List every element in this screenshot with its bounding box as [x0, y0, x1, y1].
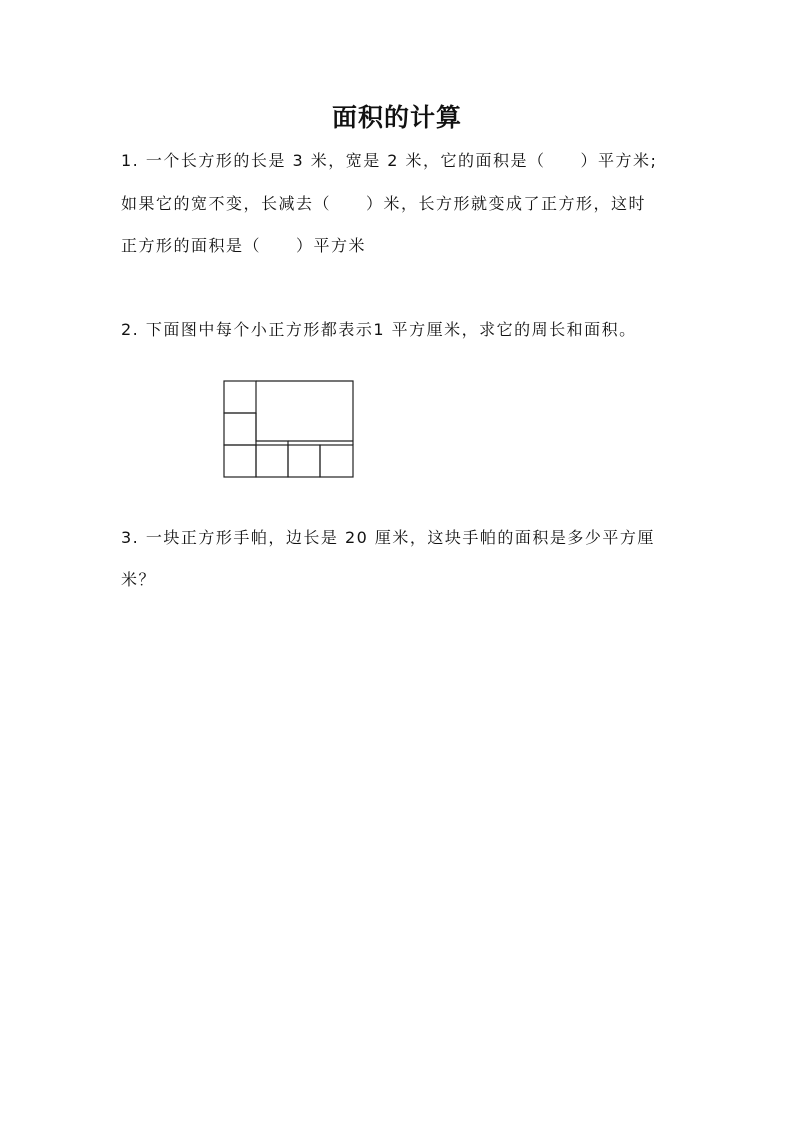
grid-figure: [222, 379, 356, 479]
question-1-line-1: 1. 一个长方形的长是 3 米，宽是 2 米，它的面积是（ ）平方米;: [121, 151, 658, 170]
grid-square: [320, 445, 353, 477]
large-rectangle: [256, 381, 353, 445]
grid-square: [224, 445, 256, 477]
question-2-line-1: 2. 下面图中每个小正方形都表示1 平方厘米，求它的周长和面积。: [121, 320, 637, 339]
question-3-line-2: 米？: [121, 570, 157, 589]
question-1-line-3: 正方形的面积是（ ）平方米: [121, 236, 367, 255]
grid-square: [288, 445, 320, 477]
large-rectangle-inner-edge: [256, 413, 288, 445]
grid-square: [224, 381, 256, 413]
grid-square: [256, 445, 288, 477]
question-1-line-2: 如果它的宽不变，长减去（ ）米，长方形就变成了正方形，这时: [121, 194, 647, 213]
page-title: 面积的计算: [331, 103, 462, 132]
question-3-line-1: 3. 一块正方形手帕，边长是 20 厘米，这块手帕的面积是多少平方厘: [121, 528, 655, 547]
grid-square: [224, 413, 256, 445]
